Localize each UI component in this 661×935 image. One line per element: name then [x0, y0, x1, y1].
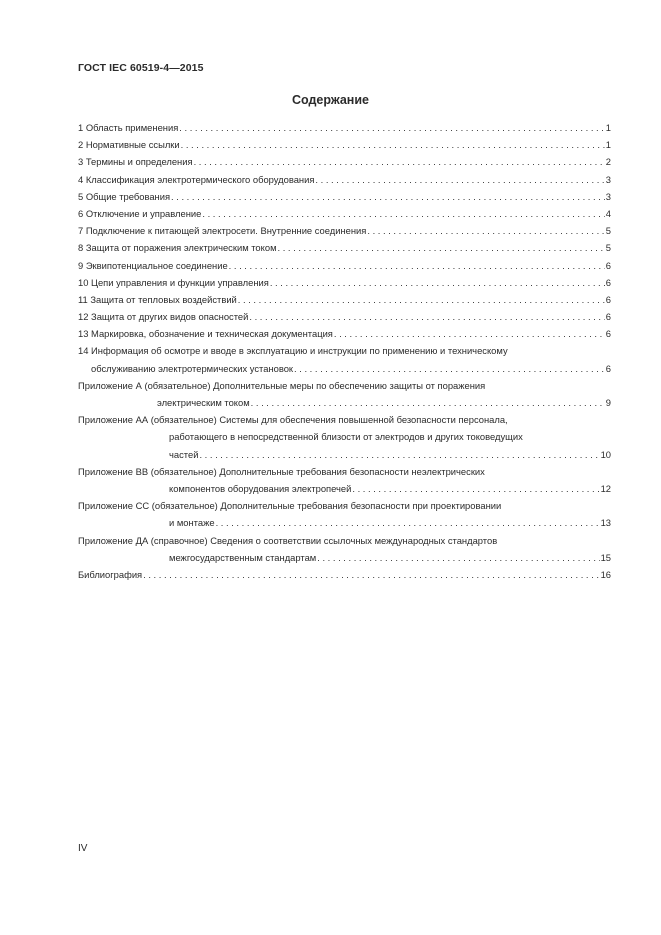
leader-dots	[143, 566, 599, 583]
toc-entry-label: 2 Нормативные ссылки	[78, 139, 180, 151]
toc-appendix-aa[interactable]	[78, 411, 611, 463]
toc-entry-label: обслуживанию электротермических установок	[91, 362, 294, 374]
toc-entry-label: 6 Отключение и управление	[78, 207, 202, 219]
toc-appendix-bb[interactable]	[78, 463, 611, 497]
toc-entry-11[interactable]	[78, 291, 611, 308]
toc-entry-line: работающего в непосредственной близости от электродов и других токоведущих	[169, 431, 523, 443]
toc-appendix-da[interactable]	[78, 532, 611, 566]
toc-entry-page: 12	[600, 482, 611, 494]
toc-entry-label: 3 Термины и определения	[78, 156, 193, 168]
toc-entry-label: межгосударственным стандартам	[169, 551, 317, 563]
toc-entry-line: 14 Информация об осмотре и вводе в эксплуатацию и инструкции по применению и техническому	[78, 345, 508, 357]
toc-entry-12[interactable]	[78, 308, 611, 325]
toc-entry-page: 15	[600, 551, 611, 563]
leader-dots	[181, 136, 605, 153]
toc-entry-5[interactable]	[78, 188, 611, 205]
toc-entry-page: 3	[605, 173, 611, 185]
toc-entry-1[interactable]	[78, 119, 611, 136]
toc-entry-page: 9	[605, 397, 611, 408]
toc-entry-label: 1 Область применения	[78, 122, 179, 133]
toc-entry-7[interactable]	[78, 222, 611, 239]
page-number: IV	[78, 843, 88, 854]
leader-dots	[270, 274, 605, 291]
leader-dots	[194, 153, 605, 170]
toc-entry-label: 4 Классификация электротермического оборудования	[78, 173, 315, 185]
toc-entry-label: компонентов оборудования электропечей	[169, 482, 352, 494]
toc-appendix-cc[interactable]	[78, 497, 611, 531]
toc-entry-label: 9 Эквипотенциальное соединение	[78, 259, 228, 271]
page-title: Содержание	[291, 93, 369, 107]
toc-entry-label: 13 Маркировка, обозначение и техническая документация	[78, 328, 333, 340]
toc-entry-label: 11 Защита от тепловых воздействий	[78, 293, 237, 305]
toc-appendix-a[interactable]	[78, 377, 611, 411]
toc-entry-label: 7 Подключение к питающей электросети. Внутренние соединения	[78, 225, 367, 237]
leader-dots	[238, 291, 605, 308]
toc-entry-line: Приложение ВВ (обязательное) Дополнительные требования безопасности неэлектрических	[78, 465, 485, 477]
toc-entry-page: 6	[605, 311, 611, 323]
toc-entry-page: 4	[605, 207, 611, 219]
toc-entry-label: 8 Защита от поражения электрическим током	[78, 242, 277, 254]
toc-entry-8[interactable]	[78, 239, 611, 256]
toc-entry-page: 1	[605, 122, 611, 133]
toc-entry-13[interactable]	[78, 325, 611, 342]
toc-entry-page: 3	[605, 190, 611, 202]
leader-dots	[249, 308, 604, 325]
toc-entry-page: 6	[605, 362, 611, 374]
toc-entry-6[interactable]	[78, 205, 611, 222]
toc-bibliography[interactable]	[78, 566, 611, 583]
leader-dots	[294, 360, 605, 377]
toc-entry-page: 10	[600, 448, 611, 460]
toc-entry-label: Библиография	[78, 568, 143, 580]
toc-entry-page: 16	[600, 568, 611, 580]
toc-entry-label: частей	[169, 448, 199, 460]
toc-entry-line-last	[78, 480, 611, 497]
toc-entry-line-last	[78, 360, 611, 377]
table-of-contents	[78, 119, 611, 583]
leader-dots	[202, 205, 604, 222]
toc-entry-line-last	[78, 549, 611, 566]
leader-dots	[367, 222, 604, 239]
toc-entry-9[interactable]	[78, 257, 611, 274]
document-code: ГОСТ IEC 60519-4—2015	[78, 62, 204, 74]
leader-dots	[334, 325, 605, 342]
toc-entry-4[interactable]	[78, 171, 611, 188]
toc-entry-3[interactable]	[78, 153, 611, 170]
leader-dots	[199, 446, 599, 463]
toc-entry-label: 10 Цепи управления и функции управления	[78, 276, 269, 288]
toc-entry-2[interactable]	[78, 136, 611, 153]
toc-entry-label: и монтаже	[169, 517, 215, 529]
toc-entry-10[interactable]	[78, 274, 611, 291]
toc-entry-page: 13	[600, 517, 611, 529]
leader-dots	[171, 188, 605, 205]
toc-entry-label: 12 Защита от других видов опасностей	[78, 311, 249, 323]
toc-entry-page: 5	[605, 225, 611, 237]
leader-dots	[179, 119, 604, 136]
toc-entry-line: Приложение АА (обязательное) Системы для обеспечения повышенной безопасности персонала,	[78, 414, 508, 426]
toc-entry-page: 6	[605, 276, 611, 288]
toc-entry-line-last	[78, 514, 611, 531]
toc-entry-page: 1	[605, 139, 611, 151]
toc-entry-label: электрическим током	[157, 397, 250, 408]
toc-entry-page: 6	[605, 328, 611, 340]
leader-dots	[278, 239, 605, 256]
toc-entry-page: 6	[605, 259, 611, 271]
toc-entry-line: Приложение А (обязательное) Дополнительные меры по обеспечению защиты от поражения	[78, 379, 486, 391]
leader-dots	[216, 514, 600, 531]
toc-entry-label: 5 Общие требования	[78, 190, 171, 202]
leader-dots	[315, 171, 604, 188]
toc-entry-line: Приложение СС (обязательное) Дополнительные требования безопасности при проектировании	[78, 500, 502, 512]
toc-entry-page: 2	[605, 156, 611, 168]
toc-entry-page: 5	[605, 242, 611, 254]
toc-entry-line-last	[78, 394, 611, 411]
toc-entry-line: Приложение ДА (справочное) Сведения о соответствии ссылочных международных стандартов	[78, 534, 498, 546]
toc-entry-page: 6	[605, 293, 611, 305]
leader-dots	[251, 394, 605, 411]
leader-dots	[352, 480, 599, 497]
toc-entry-line-last	[78, 446, 611, 463]
toc-entry-14[interactable]	[78, 342, 611, 376]
leader-dots	[229, 257, 605, 274]
leader-dots	[317, 549, 599, 566]
